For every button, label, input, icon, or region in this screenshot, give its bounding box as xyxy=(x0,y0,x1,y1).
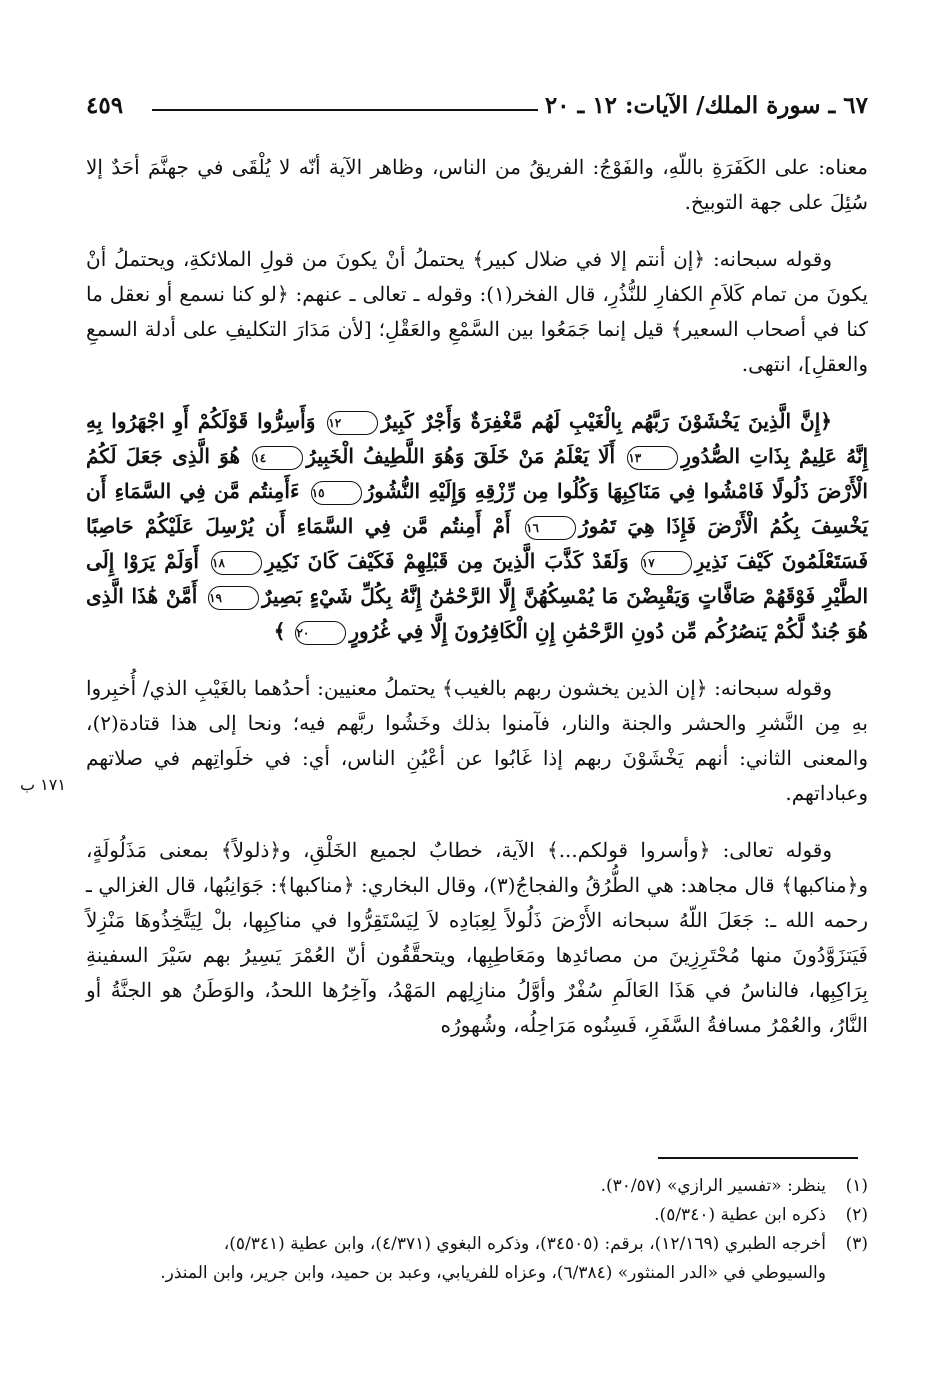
footnote-3-continuation: والسيوطي في «الدر المنثور» (٦/٣٨٤)، وعزاه للفريابي، وعبد بن حميد، وابن جرير، وابن المنذر. xyxy=(160,1263,826,1283)
verse-text: وَلَقَدْ كَذَّبَ الَّذِينَ مِن قَبْلِهِمْ فَكَيْفَ كَانَ نَكِيرِ xyxy=(264,549,629,573)
paragraph-5: وقوله تعالى: ﴿وأسروا قولكم...﴾ الآية، خطابٌ لجميع الخَلْقِ، و﴿ذلولاً﴾ بمعنى مَذَلُولَةٍ، و﴿مناكبها﴾ قال مجاهد: هي الطُّرُقُ والفجاجُ(٣)، وقال البخاري: ﴿مناكبها﴾: جَوَانِبُها، قال الغزالي ـ رحمه الله ـ: جَعَلَ اللّهُ سبحانه الأَرْضَ ذَلُولاً لِعِبَادِه لاَ لِيَسْتَقِرُّوا في مناكِبِها، بلْ لِيَتَّخِذُوهَا مَنْزِلاً فَيَتزَوَّدُونَ منها مُحْتَرِزِينَ من مصائدِها ومَعَاطِبِها، ويتحقَّقُون أنّ العُمْرَ يَسِيرُ بهم سَيْرَ السفينةِ بِرَاكِبِها، فالناسُ في هَذَا العَالَمِ سُفْرٌ وأوَّلُ منازِلِهم المَهْدُ، وآخِرُها اللحدُ، والوَطَنُ هو الجنَّةُ أو النَّارُ، والعُمْرُ مسافةُ السَّفَرِ، فَسِنُوه مَرَاحِلُه، وشُهورُه xyxy=(86,838,868,1037)
verse-text: وَأَسِرُّوا قَوْلَكُمْ أَوِ اجْهَرُوا بِهِ إِنَّهُ عَلِيمٌ بِذَاتِ الصُّدُورِ xyxy=(86,409,869,468)
paragraph-1: معناه: على الكَفَرَةِ باللّهِ، والفَوْجُ: الفريقُ من الناس، وظاهر الآية أنّه لا يُلْقَى في جهنَّمَ أحَدٌ إلا سُئِلَ على جهة التوبيخ. xyxy=(86,155,868,214)
ayah-number-marker: ١٩ xyxy=(208,586,259,610)
verse-closing-bracket: ﴾ xyxy=(273,619,286,643)
header-title: ٦٧ ـ سورة الملك/ الآيات: ١٢ ـ ٢٠ xyxy=(544,92,868,119)
footnote-text: أخرجه الطبري (١٢/١٦٩)، برقم: (٣٤٥٠٥)، وذكره البغوي (٤/٣٧١)، وابن عطية (٥/٣٤١)، xyxy=(223,1234,826,1254)
ayah-number-marker: ١٣ xyxy=(627,446,678,470)
footnote-number: (٣) xyxy=(845,1234,868,1254)
verse-text: ﴿إِنَّ الَّذِينَ يَخْشَوْنَ رَبَّهُم بِالْغَيْبِ لَهُم مَّغْفِرَةٌ وَأَجْرٌ كَبِيرٌ xyxy=(381,409,832,433)
verse-text: أَمْ أَمِنتُم مَّن فِي السَّمَاءِ أَن يُرْسِلَ عَلَيْكُمْ حَاصِبًا فَسَتَعْلَمُونَ كَيْفَ نَذِيرِ xyxy=(86,514,869,573)
ayah-number-marker: ١٨ xyxy=(211,551,262,575)
footnote-3 xyxy=(86,1230,868,1259)
footnote-text: ذكره ابن عطية (٥/٣٤٠). xyxy=(654,1205,826,1225)
verse-text: هُوَ الَّذِى جَعَلَ لَكُمُ الْأَرْضَ ذَلُولًا فَامْشُوا فِي مَنَاكِبِهَا وَكُلُوا مِن رِّزْقِهِ وَإِلَيْهِ النُّشُورُ xyxy=(86,444,868,503)
ayah-number-marker: ١٤ xyxy=(252,446,303,470)
footnote-text: ينظر: «تفسير الرازي» (٣٠/٥٧). xyxy=(600,1176,826,1196)
verse-text: أَوَلَمْ يَرَوْا إِلَى الطَّيْرِ فَوْقَهُمْ صَافَّاتٍ وَيَقْبِضْنَ مَا يُمْسِكُهُنَّ إِلَّا الرَّحْمَٰنُ إِنَّهُ بِكُلِّ شَيْءٍ بَصِيرٌ xyxy=(86,549,869,608)
main-text xyxy=(86,150,868,1043)
running-header xyxy=(86,92,868,126)
header-rule xyxy=(152,109,538,111)
ayah-number-marker: ١٧ xyxy=(641,551,692,575)
verse-text: أَمَّنْ هَٰذَا الَّذِى هُوَ جُندٌ لَّكُمْ يَنصُرُكُم مِّن دُونِ الرَّحْمَٰنِ إِنِ الْكَافِرُونَ إِلَّا فِي غُرُورٍ xyxy=(86,584,868,643)
ayah-number-marker: ١٢ xyxy=(327,411,378,435)
quran-verses xyxy=(86,404,868,649)
footnote-number: (١) xyxy=(845,1176,868,1196)
ayah-number-marker: ١٥ xyxy=(311,481,362,505)
ayah-number-marker: ١٦ xyxy=(525,516,576,540)
footnote-number: (٢) xyxy=(845,1205,868,1225)
footnote-rule xyxy=(658,1157,858,1159)
ayah-number-marker: ٢٠ xyxy=(295,621,346,645)
manuscript-folio-note: ١٧١ ب xyxy=(20,775,66,794)
page-number: ٤٥٩ xyxy=(86,92,124,119)
verse-text: أَلَا يَعْلَمُ مَنْ خَلَقَ وَهُوَ اللَّطِيفُ الْخَبِيرُ xyxy=(306,444,616,468)
footnote-2 xyxy=(86,1201,868,1230)
paragraph-4: وقوله سبحانه: ﴿إن الذين يخشون ربهم بالغيب﴾ يحتملُ معنيين: أحدُهما بالغَيْبِ الذي/ أُخبِروا بهِ مِن النَّشرِ والحشر والجنة والنار، فآمنوا بذلك وخَشُوا ربَّهم فيه؛ ونحا إلى هذا قتادة(٢)، والمعنى الثاني: أنهم يَخْشَوْنَ ربهم إذا غَابُوا عن أعْيُنِ الناس، أي: في خلَواتِهم في صلاتهم وعباداتهم. xyxy=(86,676,868,805)
footnote-1 xyxy=(86,1172,868,1201)
footnotes xyxy=(86,1172,868,1288)
paragraph-2: وقوله سبحانه: ﴿إن أنتم إلا في ضلال كبير﴾ يحتملُ أنْ يكونَ من قولِ الملائكةِ، ويحتملُ أنْ يكونَ من تمام كَلاَمِ الكفارِ للنُّذُرِ، قال الفخر(١): وقوله ـ تعالى ـ عنهم: ﴿لو كنا نسمع أو نعقل ما كنا في أصحاب السعير﴾ قيل إنما جَمَعُوا بين السَّمْعِ والعَقْلِ؛ [لأن مَدَارَ التكليفِ على أدلة السمعِ والعقلِ]، انتهى. xyxy=(86,247,869,376)
verse-text: ءَأَمِنتُم مَّن فِي السَّمَاءِ أَن يَخْسِفَ بِكُمُ الْأَرْضَ فَإِذَا هِيَ تَمُورُ xyxy=(86,479,869,538)
